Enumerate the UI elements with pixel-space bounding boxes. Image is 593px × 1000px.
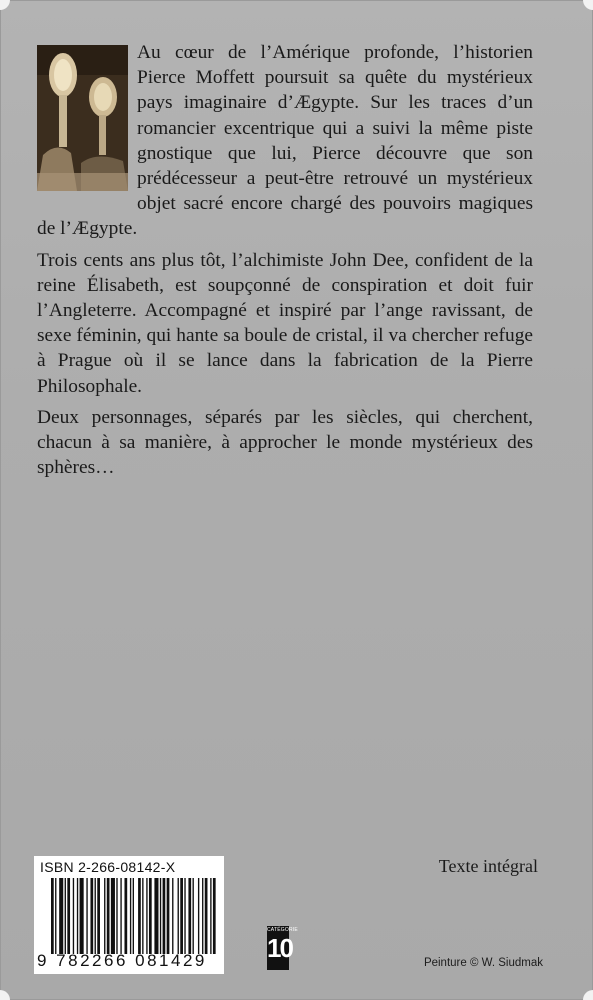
barcode-bar	[80, 878, 84, 954]
barcode-bar	[210, 878, 211, 954]
barcode-bar	[167, 878, 170, 954]
barcode-bar	[133, 878, 134, 954]
barcode-bar	[97, 878, 100, 954]
corner	[0, 990, 10, 1000]
barcode-bar	[73, 878, 74, 954]
barcode-bar	[198, 878, 199, 954]
barcode-bar	[149, 878, 152, 954]
category-badge	[267, 926, 298, 970]
barcode-bar	[188, 878, 191, 954]
ean-digits: 9 782266 081429	[37, 951, 207, 970]
barcode-bar	[86, 878, 87, 954]
barcode-bar	[67, 878, 70, 954]
barcode-bar	[130, 878, 131, 954]
category-label: CATÉGORIE	[267, 927, 298, 933]
blurb-paragraph: Trois cents ans plus tôt, l’alchimiste John Dee, confident de la reine Élisabeth, est soupçonné de conspiration et doit fuir l’Angleterre. Accompagné et inspiré par l’ange ravissant, de sexe féminin, qui hante sa boule de cristal, il va chercher refuge à Prague où il se lance dans la fabrication de la Pierre Philosophale.	[37, 249, 533, 397]
barcode-bar	[142, 878, 143, 954]
barcode-bar	[111, 878, 115, 954]
blurb-text	[37, 40, 533, 486]
barcode-bar	[65, 878, 66, 954]
barcode-bar	[146, 878, 147, 954]
isbn-text: ISBN 2-266-08142-X	[40, 859, 176, 875]
barcode-bar	[184, 878, 185, 954]
barcode-panel	[34, 856, 224, 974]
blurb-paragraph: Deux personnages, séparés par les siècles, qui cherchent, chacun à sa manière, à approcher le monde mystérieux des sphères…	[37, 406, 533, 479]
thumbnail-spacer	[37, 40, 137, 196]
barcode-bar	[116, 878, 117, 954]
barcode-bar	[55, 878, 56, 954]
barcode-bar	[213, 878, 216, 954]
barcode-bar	[120, 878, 121, 954]
edition-note: Texte intégral	[438, 856, 538, 876]
category-number: 10	[267, 933, 292, 963]
barcode-bar	[154, 878, 158, 954]
corner	[583, 990, 593, 1000]
corner	[583, 0, 593, 10]
barcode-bar	[107, 878, 110, 954]
barcode-bar	[95, 878, 96, 954]
painting-credit: Peinture © W. Siudmak	[423, 957, 543, 969]
barcode-bar	[172, 878, 173, 954]
corner	[0, 0, 10, 10]
barcode-bar	[178, 878, 179, 954]
barcode-bar	[104, 878, 105, 954]
barcode-bar	[193, 878, 194, 954]
barcode-bar	[163, 878, 166, 954]
blurb-paragraph: Au cœur de l’Amérique profonde, l’historien Pierce Moffett poursuit sa quête du mystérieux pays imaginaire d’Ægypte. Sur les traces d’un romancier excentrique qui a suivi la même piste gnostique que lui, Pierce découvre que son prédécesseur a peut-être retrouvé un mystérieux objet sacré encore chargé des pouvoirs magiques de l’Ægypte.	[37, 42, 533, 240]
barcode-bar	[77, 878, 78, 954]
barcode-bar	[202, 878, 203, 954]
barcode-bar	[59, 878, 63, 954]
barcode-bar	[180, 878, 183, 954]
barcode-bars	[51, 878, 217, 954]
barcode-bar	[90, 878, 93, 954]
barcode-bar	[138, 878, 141, 954]
barcode-bar	[124, 878, 127, 954]
barcode-bar	[160, 878, 161, 954]
barcode-bar	[205, 878, 208, 954]
barcode-bar	[51, 878, 54, 954]
